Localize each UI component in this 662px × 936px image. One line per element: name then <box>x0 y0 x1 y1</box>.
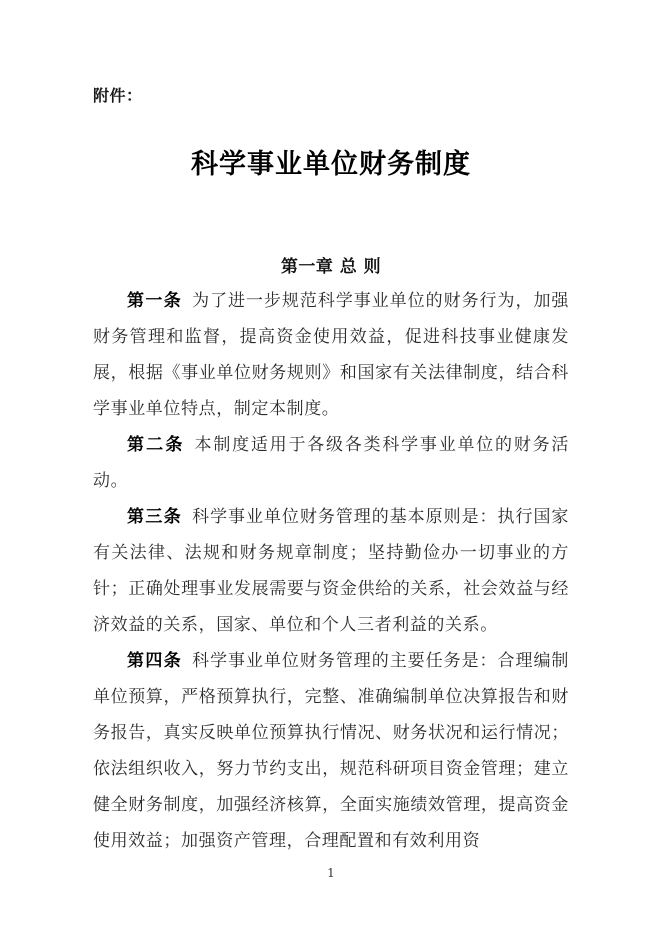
article-text: 科学事业单位财务管理的基本原则是：执行国家有关法律、法规和财务规章制度；坚持勤俭办一切事业的方针；正确处理事业发展需要与资金供给的关系，社会效益与经济效益的关系，国家、单位和个人三者利益的关系。 <box>93 507 570 635</box>
attachment-label: 附件： <box>93 86 143 105</box>
page-number: 1 <box>327 866 335 880</box>
article-paragraph <box>93 499 569 643</box>
article-marker: 第二条 <box>127 435 185 455</box>
article-marker: 第一条 <box>127 291 183 311</box>
document-body <box>93 283 569 859</box>
page-title: 科学事业单位财务制度 <box>191 149 471 180</box>
article-text: 为了进一步规范科学事业单位的财务行为，加强财务管理和监督，提高资金使用效益，促进科技事业健康发展，根据《事业单位财务规则》和国家有关法律制度，结合科学事业单位特点，制定本制度。 <box>93 291 570 419</box>
chapter-heading: 第一章 总 则 <box>280 257 382 277</box>
article-text: 科学事业单位财务管理的主要任务是：合理编制单位预算，严格预算执行，完整、准确编制单位决算报告和财务报告，真实反映单位预算执行情况、财务状况和运行情况；依法组织收入，努力节约支出，规范科研项目资金管理；建立健全财务制度，加强经济核算，全面实施绩效管理，提高资金使用效益；加强资产管理，合理配置和有效利用资 <box>93 651 570 851</box>
article-text: 本制度适用于各级各类科学事业单位的财务活动。 <box>93 435 570 491</box>
article-marker: 第三条 <box>127 507 183 527</box>
article-marker: 第四条 <box>127 651 183 671</box>
article-paragraph <box>93 283 569 427</box>
article-paragraph <box>93 643 569 859</box>
article-paragraph <box>93 427 569 499</box>
